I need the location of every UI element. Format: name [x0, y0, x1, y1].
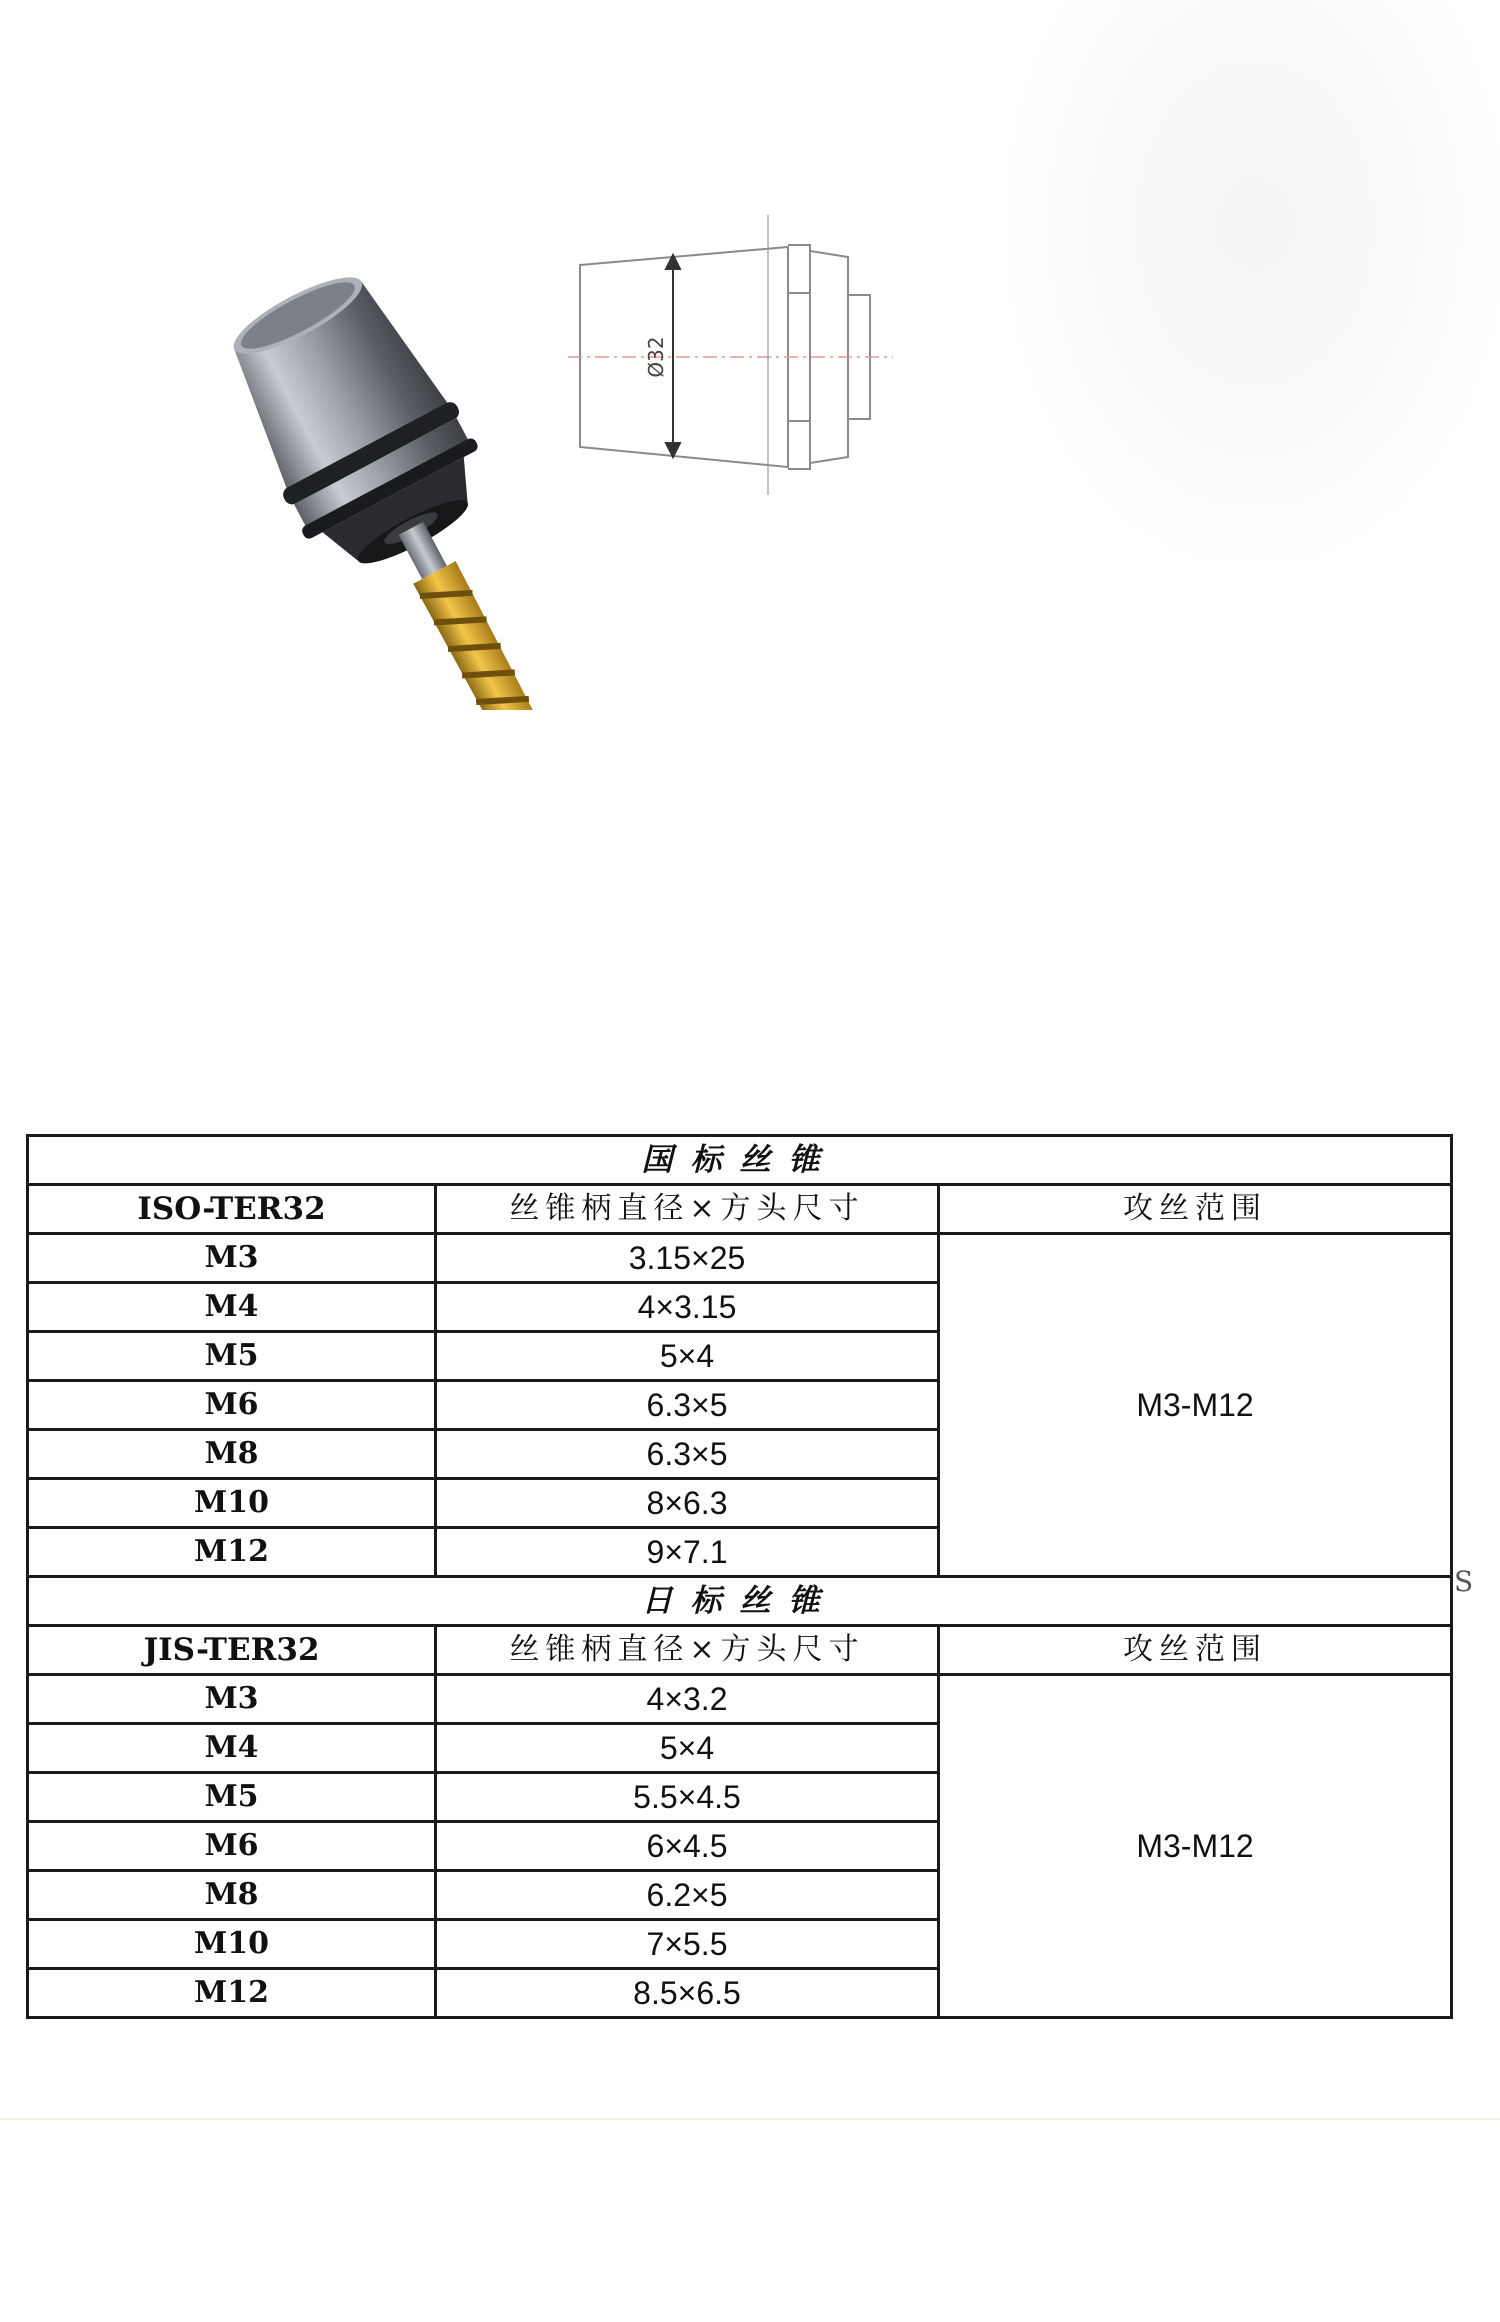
collet-technical-drawing: [548, 205, 918, 505]
size-cell: M6: [28, 1822, 436, 1871]
size-cell: M10: [28, 1920, 436, 1969]
size-cell: M10: [28, 1479, 436, 1528]
iso-dim-header: 丝锥柄直径×方头尺寸: [436, 1185, 939, 1234]
dim-cell: 8×6.3: [436, 1479, 939, 1528]
iso-range-header: 攻丝范围: [939, 1185, 1452, 1234]
size-cell: M8: [28, 1871, 436, 1920]
iso-title-row: [28, 1136, 1452, 1185]
size-cell: M4: [28, 1283, 436, 1332]
size-cell: M12: [28, 1528, 436, 1577]
size-cell: M3: [28, 1675, 436, 1724]
dim-cell: 6.3×5: [436, 1381, 939, 1430]
size-cell: M6: [28, 1381, 436, 1430]
dim-cell: 4×3.15: [436, 1283, 939, 1332]
size-cell: M5: [28, 1773, 436, 1822]
jis-model-header: JIS-TER32: [28, 1626, 436, 1675]
tap-spec-table: [26, 1134, 1453, 2019]
dim-cell: 5.5×4.5: [436, 1773, 939, 1822]
dim-cell: 4×3.2: [436, 1675, 939, 1724]
dim-cell: 6.3×5: [436, 1430, 939, 1479]
jis-title-row: [28, 1577, 1452, 1626]
dim-cell: 6.2×5: [436, 1871, 939, 1920]
size-cell: M3: [28, 1234, 436, 1283]
collet-tap-photo: [150, 230, 590, 710]
iso-range-cell: M3-M12: [939, 1234, 1452, 1577]
size-cell: M4: [28, 1724, 436, 1773]
jis-dim-header: 丝锥柄直径×方头尺寸: [436, 1626, 939, 1675]
table-row: [28, 1675, 1452, 1724]
table-row: [28, 1234, 1452, 1283]
iso-section-title: 国标丝锥: [28, 1136, 1452, 1185]
size-cell: M12: [28, 1969, 436, 2018]
size-cell: M5: [28, 1332, 436, 1381]
dim-cell: 9×7.1: [436, 1528, 939, 1577]
footer-divider: [0, 2118, 1500, 2120]
size-cell: M8: [28, 1430, 436, 1479]
dim-cell: 6×4.5: [436, 1822, 939, 1871]
jis-range-cell: M3-M12: [939, 1675, 1452, 2018]
dim-cell: 8.5×6.5: [436, 1969, 939, 2018]
diameter-label: Ø32: [644, 336, 668, 378]
dim-cell: 3.15×25: [436, 1234, 939, 1283]
dim-cell: 5×4: [436, 1332, 939, 1381]
dim-cell: 5×4: [436, 1724, 939, 1773]
jis-range-header: 攻丝范围: [939, 1626, 1452, 1675]
jis-section-title: 日标丝锥: [28, 1577, 1452, 1626]
jis-header-row: [28, 1626, 1452, 1675]
iso-header-row: [28, 1185, 1452, 1234]
background-haze: [1010, 0, 1500, 560]
dim-cell: 7×5.5: [436, 1920, 939, 1969]
edge-mark: S: [1454, 1565, 1474, 1598]
iso-model-header: ISO-TER32: [28, 1185, 436, 1234]
